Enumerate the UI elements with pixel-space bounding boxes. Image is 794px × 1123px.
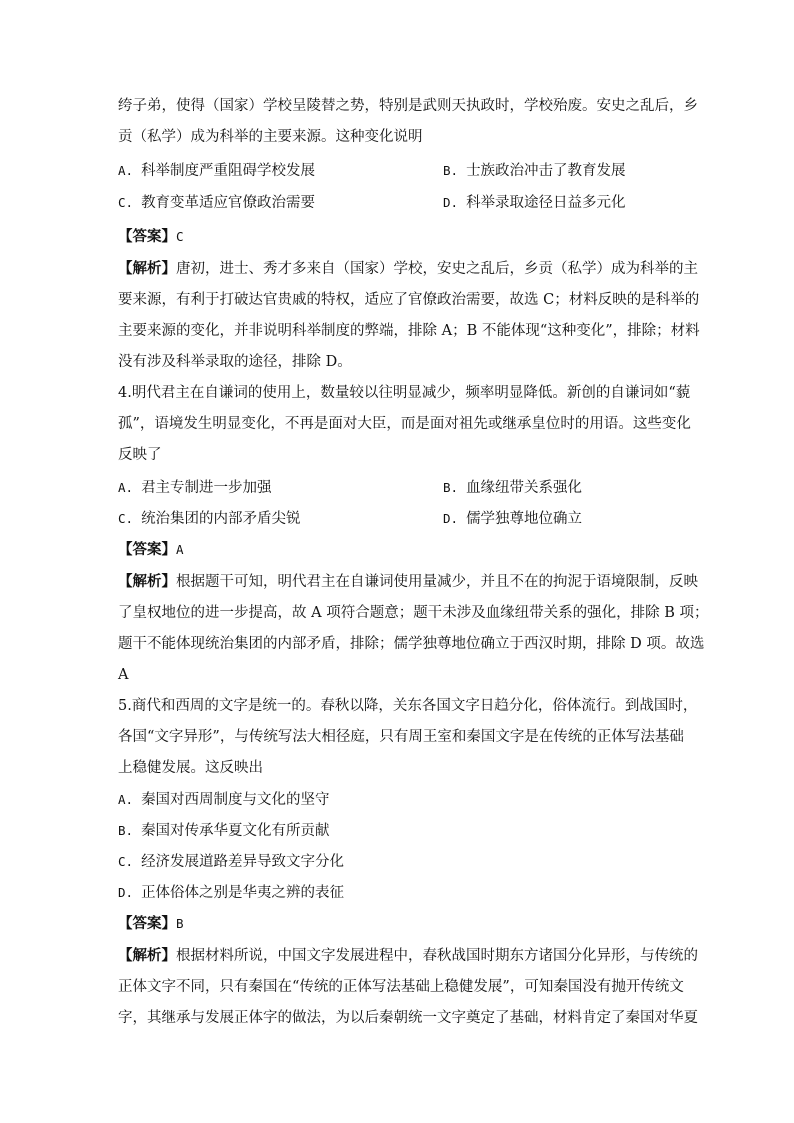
q3-option-a: A. 科举制度严重阻碍学校发展 xyxy=(118,163,316,179)
q4-analysis-line-2: 了皇权地位的进一步提高，故 A 项符合题意；题干未涉及血缘纽带关系的强化，排除 B 项； xyxy=(118,605,709,621)
q4-analysis-text-1: 根据题干可知，明代君主在自谦词使用量减少，并且不在的拘泥于语境限制，反映 xyxy=(176,574,698,590)
q4-answer xyxy=(118,540,184,560)
q4-stem-line-3: 反映了 xyxy=(118,447,162,463)
q3-analysis-line-2: 要来源，有利于打破达官贵戚的特权，适应了官僚政治需要，故选 C；材料反映的是科举的 xyxy=(118,292,700,308)
q4-analysis-line-3: 题干不能体现统治集团的内部矛盾，排除；儒学独尊地位确立于西汉时期，排除 D 项。故选 xyxy=(118,636,705,652)
q5-option-d-text: 正体俗体之别是华夷之辨的表征 xyxy=(141,885,345,901)
q5-option-a: A. 秦国对西周制度与文化的坚守 xyxy=(118,792,330,808)
q3-option-c-text: 教育变革适应官僚政治需要 xyxy=(141,195,316,211)
q5-analysis-line-2: 正体文字不同，只有秦国在“传统的正体写法基础上稳健发展”，可知秦国没有抛开传统文 xyxy=(118,979,684,995)
q3-option-b: B. 士族政治冲击了教育发展 xyxy=(443,163,626,179)
q5-stem-line-1: 5.商代和西周的文字是统一的。春秋以降，关东各国文字日趋分化，俗体流行。到战国时， xyxy=(118,698,698,714)
q4-option-a: A. 君主专制进一步加强 xyxy=(118,480,272,496)
q4-answer-value: A xyxy=(176,542,184,557)
q5-option-b-text: 秦国对传承华夏文化有所贡献 xyxy=(141,823,330,839)
q3-analysis-line-3: 主要来源的变化，并非说明科举制度的弊端，排除 A；B 不能体现“这种变化”，排除；材料 xyxy=(118,323,700,339)
q4-option-b: B. 血缘纽带关系强化 xyxy=(443,480,583,496)
q3-option-a-text: 科举制度严重阻碍学校发展 xyxy=(141,163,316,179)
q3-analysis-label: 【解析】 xyxy=(118,260,176,277)
q5-answer xyxy=(118,914,184,934)
q5-option-a-text: 秦国对西周制度与文化的坚守 xyxy=(141,792,330,808)
q3-stem-line-2: 贡（私学）成为科举的主要来源。这种变化说明 xyxy=(118,129,423,145)
q5-stem-line-3: 上稳健发展。这反映出 xyxy=(118,760,263,776)
q4-analysis-line-4: A xyxy=(118,667,129,683)
q3-option-d-text: 科举录取途径日益多元化 xyxy=(466,195,626,211)
q5-option-c-text: 经济发展道路差异导致文字分化 xyxy=(141,854,345,870)
q4-option-d: D. 儒学独尊地位确立 xyxy=(443,511,583,527)
q5-analysis-label: 【解析】 xyxy=(118,947,176,964)
q5-stem-line-2: 各国“文字异形”，与传统写法大相径庭，只有周王室和秦国文字是在传统的正体写法基础 xyxy=(118,729,684,745)
q4-stem-line-2: 孤”，语境发生明显变化，不再是面对大臣，而是面对祖先或继承皇位时的用语。这些变化 xyxy=(118,416,691,432)
q3-answer xyxy=(118,227,184,247)
q4-option-c-text: 统治集团的内部矛盾尖锐 xyxy=(141,511,301,527)
q5-answer-value: B xyxy=(176,916,184,931)
q3-analysis-line-4: 没有涉及科举录取的途径，排除 D。 xyxy=(118,354,352,370)
q3-analysis-line-1 xyxy=(118,259,698,279)
q3-option-d: D. 科举录取途径日益多元化 xyxy=(443,195,626,211)
q5-answer-label: 【答案】 xyxy=(118,915,176,932)
q4-option-a-text: 君主专制进一步加强 xyxy=(141,480,272,496)
q3-stem-line-1: 绔子弟，使得（国家）学校呈陵替之势，特别是武则天执政时，学校殆废。安史之乱后，乡 xyxy=(118,98,698,114)
q3-option-c: C. 教育变革适应官僚政治需要 xyxy=(118,195,316,211)
q5-analysis-line-3: 字，其继承与发展正体字的做法，为以后秦朝统一文字奠定了基础，材料肯定了秦国对华夏 xyxy=(118,1010,698,1026)
q3-answer-label: 【答案】 xyxy=(118,228,176,245)
q4-option-d-text: 儒学独尊地位确立 xyxy=(466,511,583,527)
q3-analysis-text-1: 唐初，进士、秀才多来自（国家）学校，安史之乱后，乡贡（私学）成为科举的主 xyxy=(176,261,698,277)
q3-option-b-text: 士族政治冲击了教育发展 xyxy=(466,163,626,179)
q5-option-c: C. 经济发展道路差异导致文字分化 xyxy=(118,854,345,870)
q5-option-b: B. 秦国对传承华夏文化有所贡献 xyxy=(118,823,330,839)
q3-answer-value: C xyxy=(176,229,184,244)
q5-analysis-line-1 xyxy=(118,946,698,966)
q5-option-d: D. 正体俗体之别是华夷之辨的表征 xyxy=(118,885,345,901)
q5-analysis-text-1: 根据材料所说，中国文字发展进程中，春秋战国时期东方诸国分化异形，与传统的 xyxy=(176,948,698,964)
q4-answer-label: 【答案】 xyxy=(118,541,176,558)
q4-option-b-text: 血缘纽带关系强化 xyxy=(466,480,583,496)
q4-analysis-line-1 xyxy=(118,572,698,592)
q4-stem-line-1: 4.明代君主在自谦词的使用上，数量较以往明显减少，频率明显降低。新创的自谦词如“藐 xyxy=(118,385,691,401)
q4-analysis-label: 【解析】 xyxy=(118,573,176,590)
q4-option-c: C. 统治集团的内部矛盾尖锐 xyxy=(118,511,301,527)
